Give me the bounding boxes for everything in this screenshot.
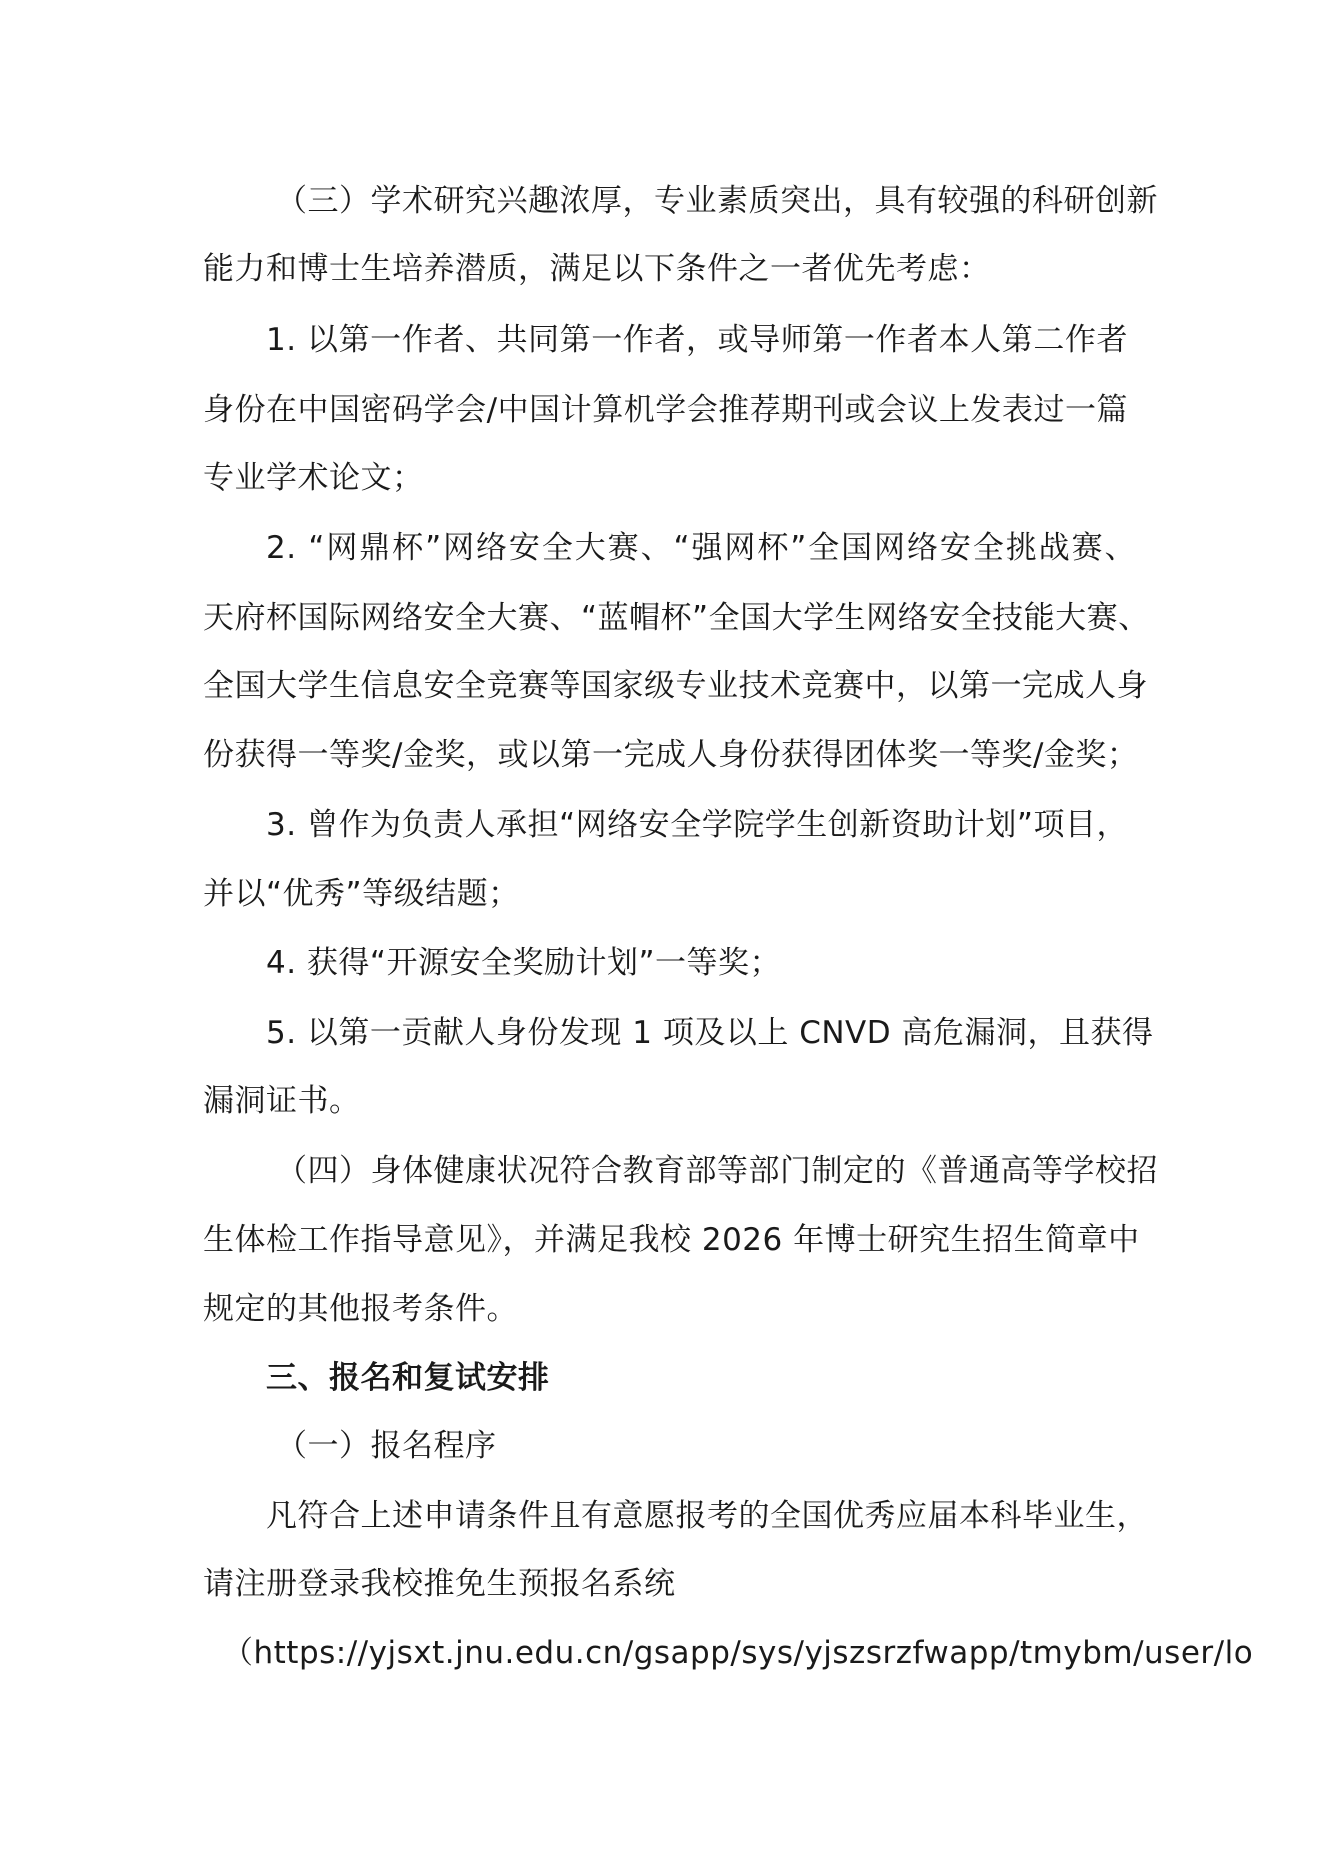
list-item-line: 并以“优秀”等级结题； [203,876,520,912]
list-item-line: 5. 以第一贡献人身份发现 1 项及以上 CNVD 高危漏洞，且获得 [266,1015,1154,1051]
list-item-line: 1. 以第一作者、共同第一作者，或导师第一作者本人第二作者 [266,322,1128,358]
list-item-line: 专业学术论文； [203,460,424,496]
list-item-line: 3. 曾作为负责人承担“网络安全学院学生创新资助计划”项目， [266,807,1128,843]
subsection-heading: （一）报名程序 [276,1428,497,1464]
list-item-line: 2. “网鼎杯”网络安全大赛、“强网杯”全国网络安全挑战赛、 [266,530,1136,566]
url-line: （https://yjsxt.jnu.edu.cn/gsapp/sys/yjszsrzfwapp/tmybm/user/lo [222,1635,1254,1671]
list-item-line: 全国大学生信息安全竞赛等国家级专业技术竞赛中，以第一完成人身 [203,668,1148,704]
paragraph-line: 请注册登录我校推免生预报名系统 [203,1566,676,1602]
section-heading: 三、报名和复试安排 [266,1360,550,1396]
paragraph-line: （三）学术研究兴趣浓厚，专业素质突出，具有较强的科研创新 [276,183,1158,219]
list-item-line: 4. 获得“开源安全奖励计划”一等奖； [266,945,782,981]
list-item-line: 天府杯国际网络安全大赛、“蓝帽杯”全国大学生网络安全技能大赛、 [203,600,1150,636]
list-item-line: 身份在中国密码学会/中国计算机学会推荐期刊或会议上发表过一篇 [203,392,1128,428]
paragraph-line: 能力和博士生培养潜质，满足以下条件之一者优先考虑： [203,251,991,287]
list-item-line: 份获得一等奖/金奖，或以第一完成人身份获得团体奖一等奖/金奖； [203,737,1139,773]
paragraph-line: （四）身体健康状况符合教育部等部门制定的《普通高等学校招 [276,1153,1158,1189]
paragraph-line: 规定的其他报考条件。 [203,1291,518,1327]
paragraph-line: 生体检工作指导意见》，并满足我校 2026 年博士研究生招生简章中 [203,1222,1140,1258]
paragraph-line: 凡符合上述申请条件且有意愿报考的全国优秀应届本科毕业生， [266,1498,1148,1534]
list-item-line: 漏洞证书。 [203,1083,361,1119]
